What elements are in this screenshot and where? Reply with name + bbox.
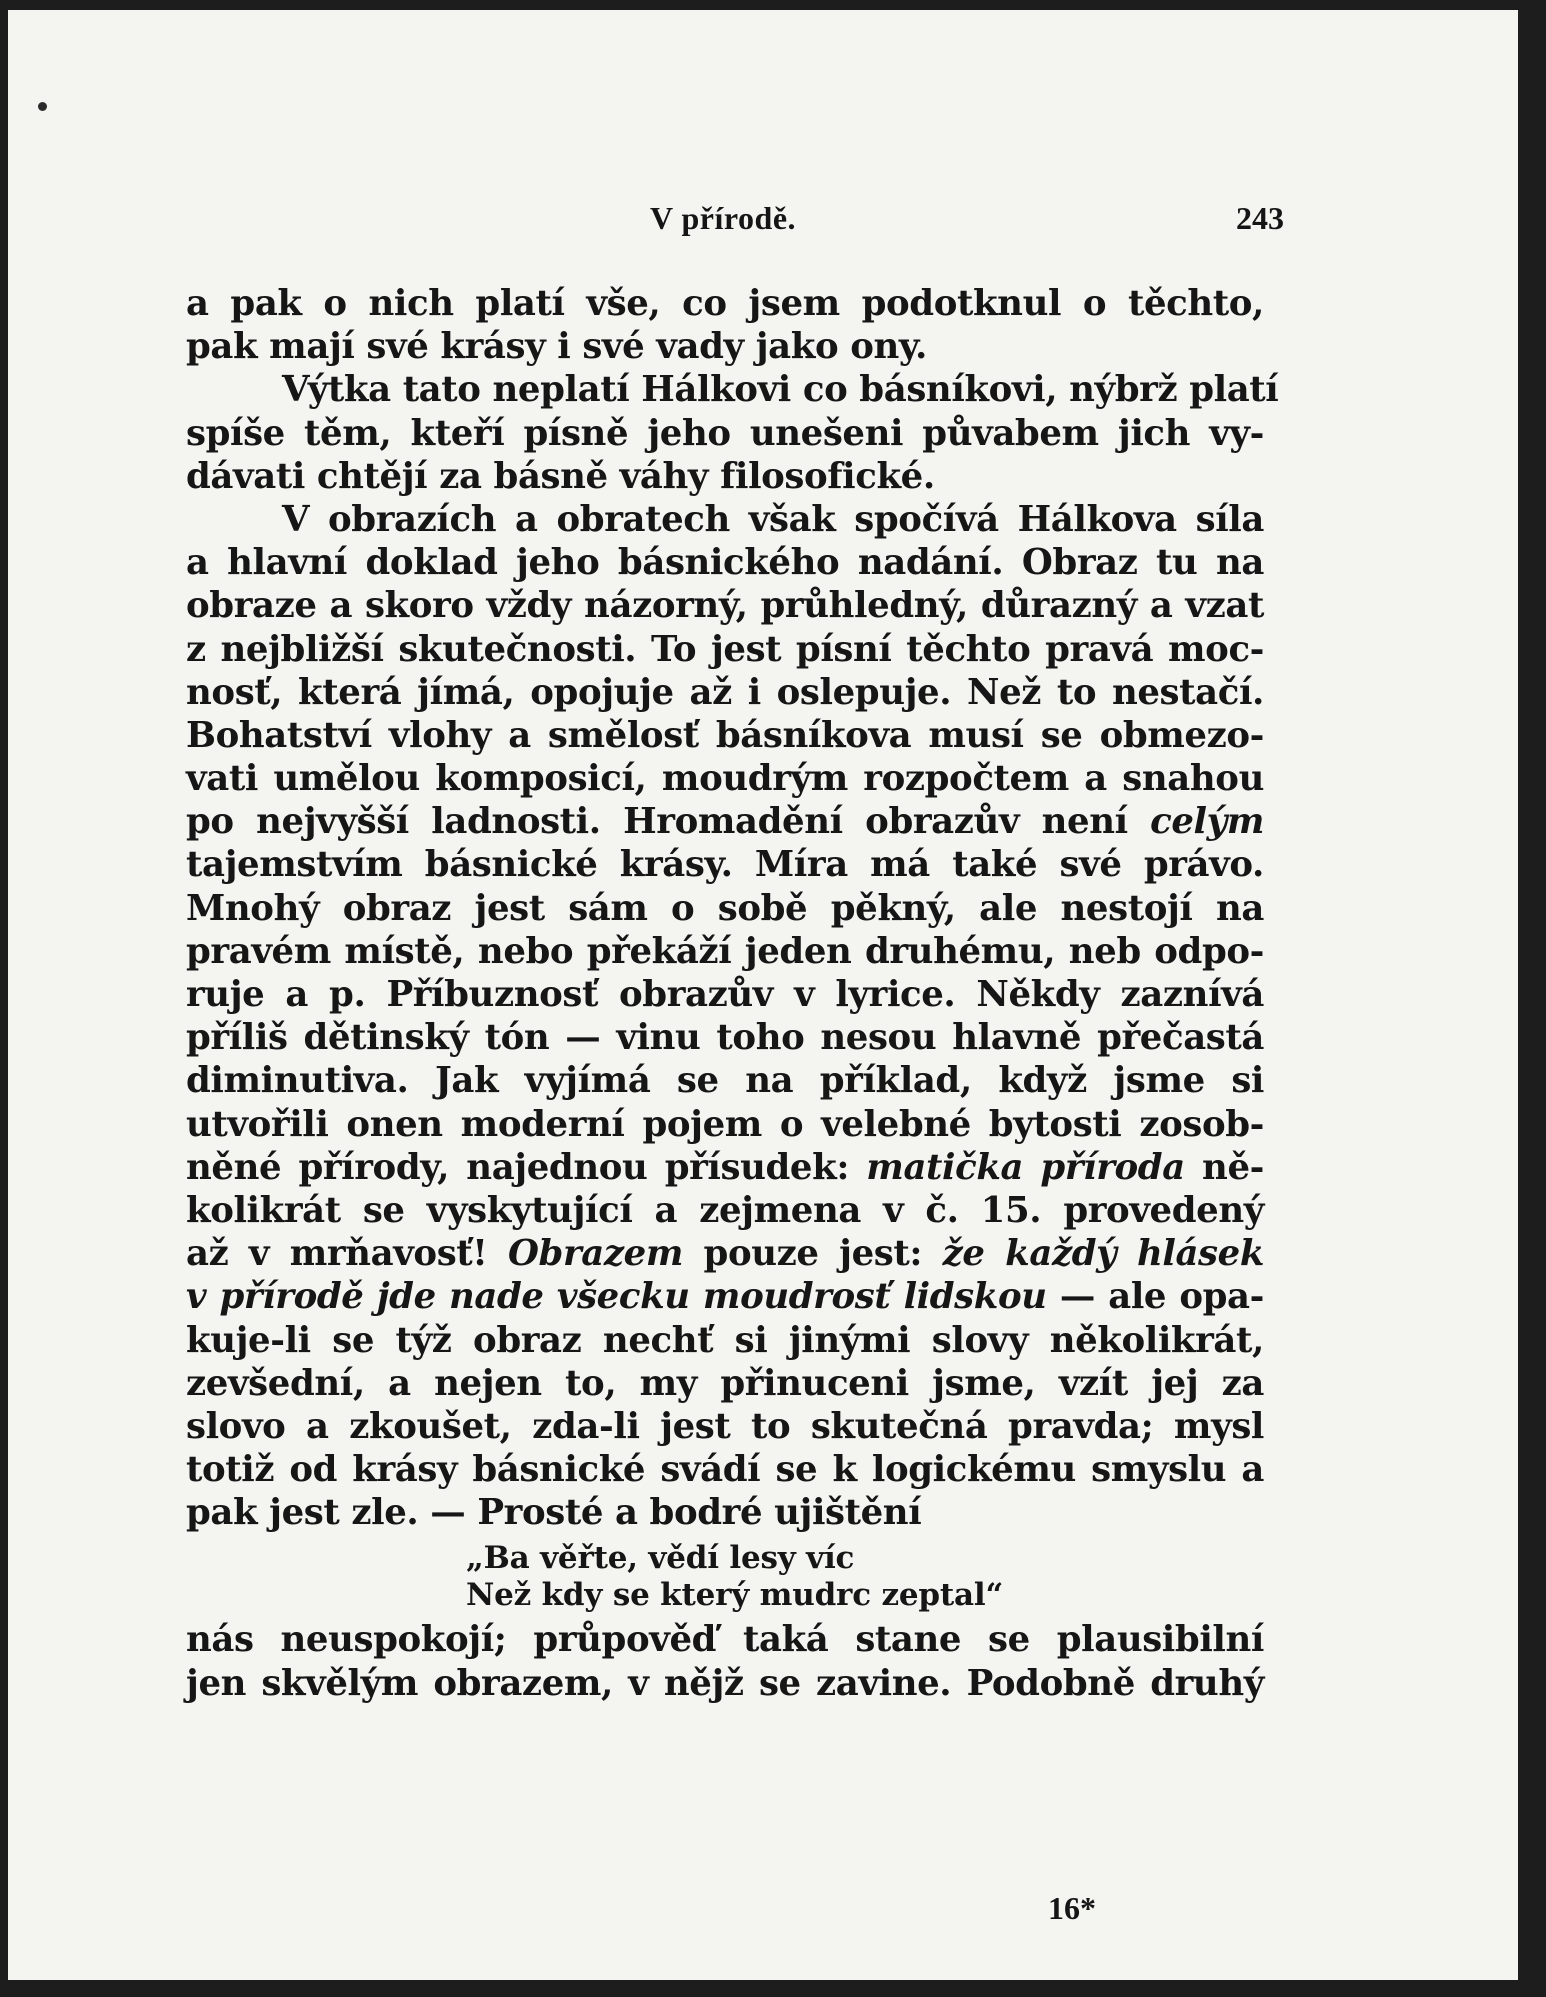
text-line: utvořili onen moderní pojem o velebné bytosti zosob- [186, 1103, 1264, 1145]
text-line: Bohatství vlohy a smělosť básníkova musí se obmezo- [186, 714, 1264, 756]
text-line: vati umělou komposicí, moudrým rozpočtem a snahou [186, 758, 1264, 800]
text-line: příliš dětinský tón — vinu toho nesou hlavně přečastá [186, 1017, 1264, 1059]
text-line: V obrazích a obratech však spočívá Hálkova síla [282, 498, 1264, 540]
book-page [8, 10, 1518, 1980]
text-line: pak mají své krásy i své vady jako ony. [186, 326, 927, 368]
text-line: a hlavní doklad jeho básnického nadání. Obraz tu na [186, 542, 1264, 584]
running-head [168, 200, 1284, 240]
text-line: Výtka tato neplatí Hálkovi co básníkovi, nýbrž platí [282, 369, 1279, 411]
chapter-title: V přírodě. [649, 200, 797, 236]
text-line: a pak o nich platí vše, co jsem podotknul o těchto, [186, 283, 1264, 324]
text-line: slovo a zkoušet, zda-li jest to skutečná pravda; mysl [186, 1405, 1264, 1447]
text-line: pravém místě, nebo překáží jeden druhému, neb odpo- [186, 930, 1264, 972]
text-line: kolikrát se vyskytující a zejmena v č. 15. provedený [186, 1189, 1264, 1231]
text-line: zevšední, a nejen to, my přinuceni jsme, vzít jej za [186, 1362, 1264, 1404]
page-number: 243 [1236, 200, 1284, 236]
text-line: pak jest zle. — Prosté a bodré ujištění [186, 1492, 922, 1534]
text-line: totiž od krásy básnické svádí se k logickému smyslu a [186, 1449, 1264, 1491]
italic-phrase: matička příroda [866, 1146, 1185, 1188]
text-line: z nejbližší skutečnosti. To jest písní těchto pravá moc- [186, 628, 1264, 670]
text-line: spíše těm, kteří písně jeho unešeni půvabem jich vy- [186, 412, 1264, 454]
italic-phrase: celým [1150, 801, 1264, 843]
text-line: nás neuspokojí; průpověď taká stane se plausibilní [186, 1619, 1264, 1661]
text-line: tajemstvím básnické krásy. Míra má také své právo. [186, 844, 1264, 886]
italic-phrase: že každý hlásek [942, 1233, 1265, 1275]
text-line: něné přírody, najednou přísudek: matička příroda ně- [186, 1146, 1264, 1188]
signature-mark: 16* [1048, 1890, 1096, 1926]
body-text [186, 282, 1279, 1705]
text-line: obraze a skoro vždy názorný, průhledný, důrazný a vzat [186, 585, 1264, 627]
text-line: nosť, která jímá, opojuje až i oslepuje. Než to nestačí. [186, 671, 1264, 713]
text-line: dávati chtějí za básně váhy filosofické. [186, 455, 935, 497]
text-line: až v mrňavosť! Obrazem pouze jest: že každý hlásek [186, 1233, 1265, 1275]
text-line: v přírodě jde nade všecku moudrosť lidskou — ale opa- [186, 1276, 1264, 1318]
italic-phrase: Obrazem [508, 1233, 683, 1275]
text-line: diminutiva. Jak vyjímá se na příklad, když jsme si [186, 1060, 1264, 1102]
text-line: kuje-li se týž obraz nechť si jinými slovy několikrát, [186, 1319, 1264, 1361]
text-line: po nejvyšší ladnosti. Hromadění obrazův není celým [186, 801, 1264, 843]
italic-phrase: v přírodě jde nade všecku moudrosť lidskou [186, 1276, 1047, 1318]
text-line: ruje a p. Příbuznosť obrazův v lyrice. Někdy zaznívá [186, 974, 1264, 1015]
text-line: Mnohý obraz jest sám o sobě pěkný, ale nestojí na [186, 887, 1264, 929]
scan-dot-mark [38, 102, 47, 111]
quote-line: Než kdy se který mudrc zeptal“ [466, 1577, 1004, 1614]
quote-line: „Ba věřte, vědí lesy víc [466, 1540, 855, 1577]
text-line: jen skvělým obrazem, v nějž se zavine. Podobně druhý [186, 1662, 1264, 1704]
